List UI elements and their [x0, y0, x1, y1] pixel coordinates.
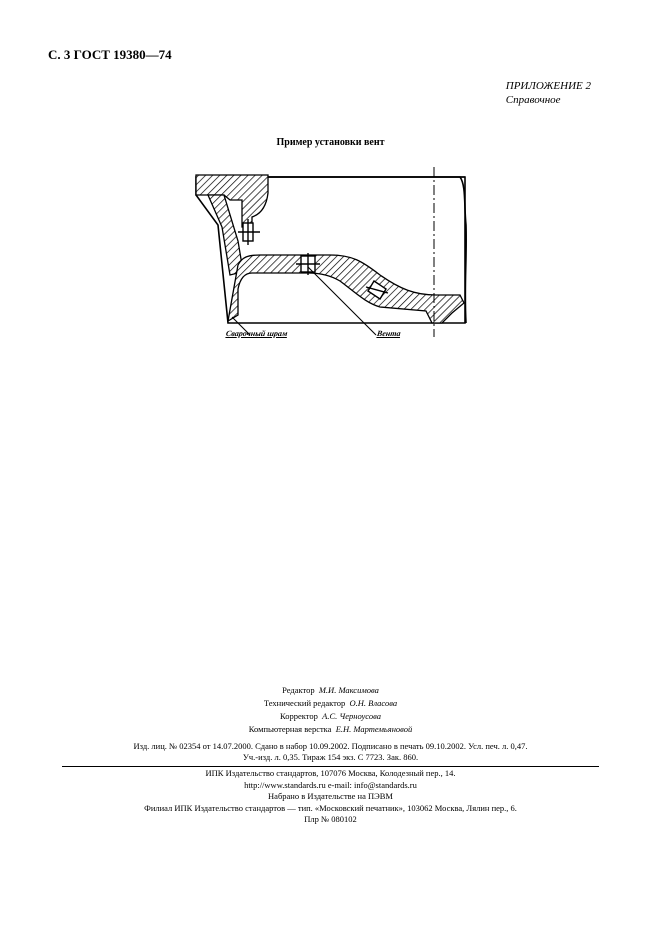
vent-installation-drawing	[180, 165, 480, 355]
pub-line-1: Изд. лиц. № 02354 от 14.07.2000. Сдано в набор 10.09.2002. Подписано в печать 09.10.2002. Усл. печ. л. 0,47.	[133, 741, 528, 751]
credit-corrector: Корректор А.С. Черноусова	[279, 711, 382, 721]
appendix-subtitle: Справочное	[505, 94, 561, 106]
credits-block	[0, 684, 661, 736]
credit-tech-editor: Технический редактор О.Н. Власова	[263, 698, 398, 708]
publication-info	[0, 741, 661, 762]
credit-editor: Редактор М.И. Максимова	[282, 685, 379, 695]
ipk-line-5: Плр № 080102	[304, 814, 357, 824]
weld-seam-label: Сварочный шрам	[225, 329, 289, 338]
ipk-line-2: http://www.standards.ru e-mail: info@standards.ru	[244, 779, 417, 790]
appendix-title: ПРИЛОЖЕНИЕ 2	[505, 80, 591, 92]
divider-rule	[62, 766, 599, 767]
figure-title: Пример установки вент	[276, 137, 385, 148]
ipk-line-1: ИПК Издательство стандартов, 107076 Москва, Колодезный пер., 14.	[205, 768, 456, 778]
publisher-block	[0, 768, 661, 826]
appendix-label	[506, 79, 591, 107]
ipk-line-4: Филиал ИПК Издательство стандартов — тип. «Московский печатник», 103062 Москва, Лялин пер., 6.	[144, 802, 517, 813]
casting-section	[196, 175, 464, 323]
ipk-line-3: Набрано в Издательстве на ПЭВМ	[268, 791, 393, 801]
vent-plug-upper	[238, 219, 260, 245]
pub-line-2: Уч.-изд. л. 0,35. Тираж 154 экз. С 7723. Зак. 860.	[242, 752, 419, 762]
vent-label: Вента	[376, 329, 402, 338]
credit-layout: Компьютерная верстка Е.Н. Мартемьяновой	[248, 724, 413, 734]
page-header: С. 3 ГОСТ 19380—74	[48, 47, 172, 62]
